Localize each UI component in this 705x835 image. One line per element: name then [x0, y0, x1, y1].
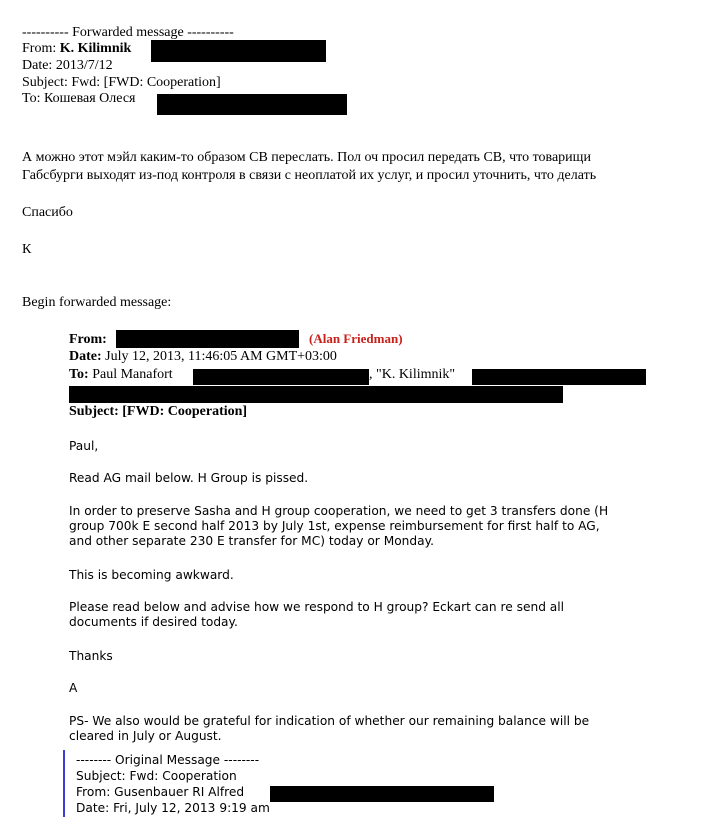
- inner-date-label: Date:: [69, 349, 102, 364]
- inner-to-name-2: , "K. Kilimnik": [369, 367, 456, 382]
- inner-date-value: July 12, 2013, 11:46:05 AM GMT+03:00: [105, 349, 337, 364]
- inner-date-line: [69, 349, 337, 365]
- begin-forwarded-label: Begin forwarded message:: [22, 295, 172, 310]
- outer-from-label: From:: [22, 41, 60, 56]
- outer-paragraph-line: Габсбурги выходят из-под контроля в связи с неоплатой их услуг, и просил уточнить, что делать: [22, 168, 597, 183]
- inner-thanks: Thanks: [69, 649, 113, 663]
- inner-body-line: Read AG mail below. H Group is pissed.: [69, 471, 309, 485]
- outer-to-line: To: Кошевая Олеся: [22, 91, 136, 106]
- outer-thanks: Спасибо: [22, 205, 73, 220]
- inner-body-line: In order to preserve Sasha and H group cooperation, we need to get 3 transfers done (H: [69, 504, 609, 518]
- inner-subject: Subject: [FWD: Cooperation]: [69, 404, 248, 419]
- redaction-block: [69, 386, 563, 403]
- inner-body-line: documents if desired today.: [69, 615, 238, 629]
- outer-paragraph-line: А можно этот мэйл каким-то образом СВ переслать. Пол оч просил передать СВ, что товарищи: [22, 150, 591, 165]
- inner-body-line: and other separate 230 E transfer for MC) today or Monday.: [69, 534, 434, 548]
- quote-bar: [63, 750, 65, 817]
- redaction-block: [151, 40, 326, 62]
- inner-to-label: To:: [69, 367, 89, 382]
- inner-body-line: This is becoming awkward.: [69, 568, 234, 582]
- inner-subject-line: [69, 404, 247, 420]
- redaction-block: [472, 369, 646, 385]
- outer-date-line: Date: 2013/7/12: [22, 58, 113, 73]
- inner-signoff: A: [69, 681, 78, 695]
- redaction-block: [116, 330, 299, 348]
- inner-to-line: [69, 367, 173, 383]
- forwarded-divider: ---------- Forwarded message ----------: [22, 25, 234, 40]
- original-message-divider: -------- Original Message --------: [76, 753, 260, 767]
- inner-body-line: group 700k E second half 2013 by July 1st, expense reimbursement for first half to AG,: [69, 519, 600, 533]
- redaction-block: [270, 786, 494, 802]
- outer-signoff: К: [22, 242, 32, 257]
- outer-from-line: [22, 41, 131, 57]
- redaction-block: [157, 94, 347, 115]
- inner-body-line: cleared in July or August.: [69, 729, 222, 743]
- inner-from-label: From:: [69, 332, 107, 347]
- original-from-line: From: Gusenbauer RI Alfred: [76, 785, 245, 799]
- inner-from-line: [69, 332, 107, 348]
- original-subject-line: Subject: Fwd: Cooperation: [76, 769, 237, 783]
- redaction-block: [193, 369, 369, 385]
- inner-to-name-1: Paul Manafort: [92, 367, 173, 382]
- outer-subject-line: Subject: Fwd: [FWD: Cooperation]: [22, 75, 221, 90]
- inner-greeting: Paul,: [69, 439, 99, 453]
- inner-body-line: Please read below and advise how we respond to H group? Eckart can re send all: [69, 600, 565, 614]
- annotation-alan-friedman: (Alan Friedman): [309, 331, 403, 346]
- original-date-line: Date: Fri, July 12, 2013 9:19 am: [76, 801, 270, 815]
- outer-from-name: K. Kilimnik: [59, 41, 132, 56]
- inner-body-line: PS- We also would be grateful for indication of whether our remaining balance will be: [69, 714, 590, 728]
